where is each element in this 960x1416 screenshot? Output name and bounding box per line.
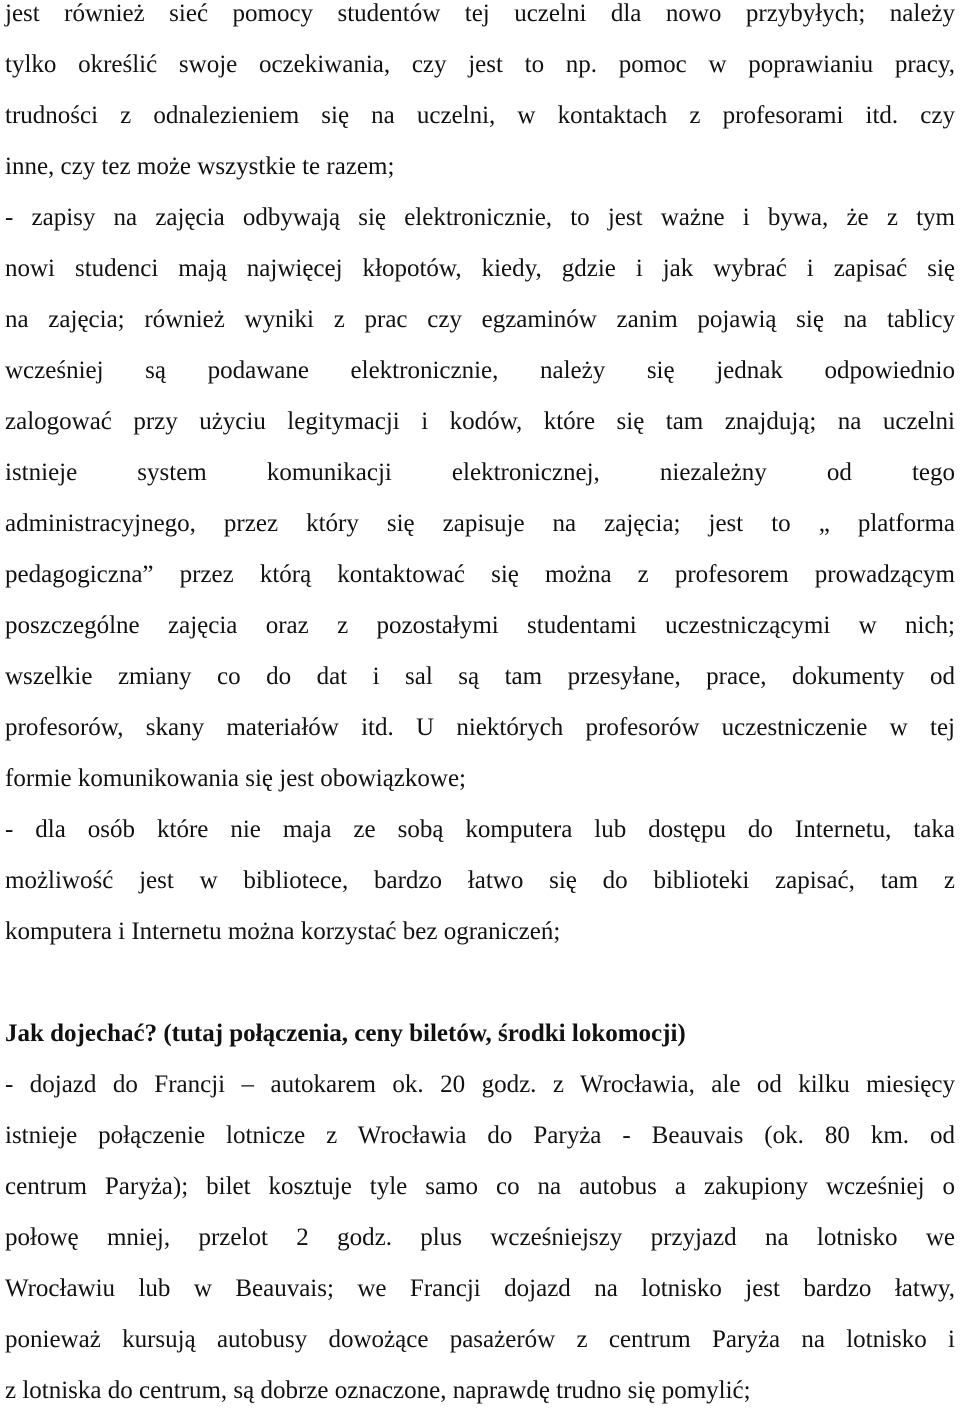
text-line: jest również sieć pomocy studentów tej uczelni dla nowo przybyłych; należy [5,0,955,27]
text-line: profesorów, skany materiałów itd. U niektórych profesorów uczestniczenie w tej [5,714,955,741]
text-line: istnieje połączenie lotnicze z Wrocławia do Paryża - Beauvais (ok. 80 km. od [5,1122,955,1149]
text-line: istnieje system komunikacji elektronicznej, niezależny od tego [5,459,955,486]
text-line: inne, czy tez może wszystkie te razem; [5,153,395,180]
text-line: ponieważ kursują autobusy dowożące pasażerów z centrum Paryża na lotnisko i [5,1326,955,1353]
text-line: - dojazd do Francji – autokarem ok. 20 godz. z Wrocławia, ale od kilku miesięcy [5,1071,955,1098]
document-page [5,0,955,1416]
paragraph-gap [5,957,955,1008]
text-line: nowi studenci mają najwięcej kłopotów, kiedy, gdzie i jak wybrać i zapisać się [5,255,955,282]
text-line: z lotniska do centrum, są dobrze oznaczone, naprawdę trudno się pomylić; [5,1377,751,1404]
text-line: formie komunikowania się jest obowiązkowe; [5,765,466,792]
text-line: połowę mniej, przelot 2 godz. plus wcześniejszy przyjazd na lotnisko we [5,1224,955,1251]
text-line: administracyjnego, przez który się zapisuje na zajęcia; jest to „ platforma [5,510,955,537]
text-line: możliwość jest w bibliotece, bardzo łatwo się do biblioteki zapisać, tam z [5,867,955,894]
text-line: Wrocławiu lub w Beauvais; we Francji dojazd na lotnisko jest bardzo łatwy, [5,1275,955,1302]
text-line: pedagogiczna” przez którą kontaktować się można z profesorem prowadzącym [5,561,955,588]
text-line: poszczególne zajęcia oraz z pozostałymi studentami uczestniczącymi w nich; [5,612,955,639]
text-line: komputera i Internetu można korzystać bez ograniczeń; [5,918,561,945]
text-line: zalogować przy użyciu legitymacji i kodów, które się tam znajdują; na uczelni [5,408,955,435]
text-line: wcześniej są podawane elektronicznie, należy się jednak odpowiednio [5,357,955,384]
section-heading: Jak dojechać? (tutaj połączenia, ceny biletów, środki lokomocji) [5,1020,686,1047]
text-line: tylko określić swoje oczekiwania, czy jest to np. pomoc w poprawianiu pracy, [5,51,955,78]
text-line: centrum Paryża); bilet kosztuje tyle samo co na autobus a zakupiony wcześniej o [5,1173,955,1200]
text-line: - dla osób które nie maja ze sobą komputera lub dostępu do Internetu, taka [5,816,955,843]
section-student-info [5,0,955,957]
text-line: na zajęcia; również wyniki z prac czy egzaminów zanim pojawią się na tablicy [5,306,955,333]
text-line: trudności z odnalezieniem się na uczelni, w kontaktach z profesorami itd. czy [5,102,955,129]
section-travel [5,1008,955,1416]
text-line: wszelkie zmiany co do dat i sal są tam przesyłane, prace, dokumenty od [5,663,955,690]
text-line: - zapisy na zajęcia odbywają się elektronicznie, to jest ważne i bywa, że z tym [5,204,955,231]
